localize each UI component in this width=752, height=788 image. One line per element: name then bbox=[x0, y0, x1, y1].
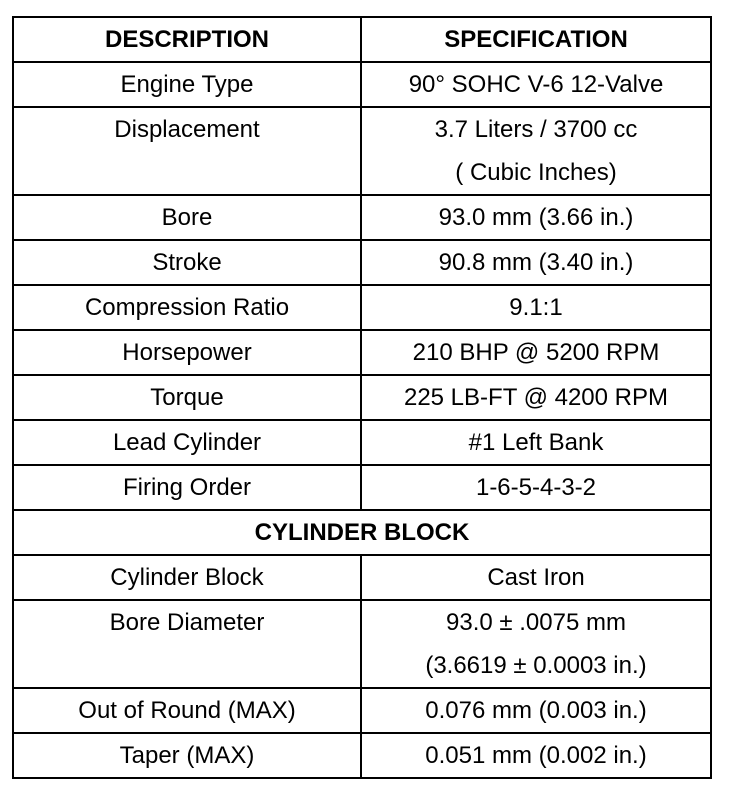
table-row bbox=[13, 240, 711, 285]
spec-line: 3.7 Liters / 3700 cc bbox=[434, 116, 638, 143]
spec-line: 93.0 mm (3.66 in.) bbox=[438, 204, 634, 231]
spec-line: Cast Iron bbox=[487, 564, 585, 591]
spec-line: 9.1:1 bbox=[509, 294, 563, 321]
row-spec bbox=[361, 107, 711, 195]
table-row bbox=[13, 688, 711, 733]
row-spec bbox=[361, 465, 711, 510]
spec-line: 225 LB-FT @ 4200 RPM bbox=[403, 384, 669, 411]
table-row bbox=[13, 107, 711, 195]
table-row bbox=[13, 420, 711, 465]
table-row bbox=[13, 62, 711, 107]
row-spec bbox=[361, 240, 711, 285]
row-spec bbox=[361, 420, 711, 465]
spec-line: 90.8 mm (3.40 in.) bbox=[438, 249, 634, 276]
row-spec bbox=[361, 195, 711, 240]
table-row bbox=[13, 733, 711, 778]
row-description: Cylinder Block bbox=[13, 555, 361, 600]
spec-line: 210 BHP @ 5200 RPM bbox=[412, 339, 660, 366]
row-spec bbox=[361, 733, 711, 778]
row-description: Stroke bbox=[13, 240, 361, 285]
table-row bbox=[13, 330, 711, 375]
row-spec bbox=[361, 285, 711, 330]
table-row bbox=[13, 285, 711, 330]
specification-header: SPECIFICATION bbox=[361, 17, 711, 62]
row-spec bbox=[361, 375, 711, 420]
table-row bbox=[13, 600, 711, 688]
table-row bbox=[13, 195, 711, 240]
row-description: Firing Order bbox=[13, 465, 361, 510]
spec-line: 93.0 ± .0075 mm bbox=[446, 609, 626, 636]
section-header-row bbox=[13, 510, 711, 555]
row-description: Bore Diameter bbox=[13, 600, 361, 688]
row-spec bbox=[361, 600, 711, 688]
row-description: Compression Ratio bbox=[13, 285, 361, 330]
row-description: Taper (MAX) bbox=[13, 733, 361, 778]
spec-line: #1 Left Bank bbox=[468, 429, 604, 456]
row-spec bbox=[361, 62, 711, 107]
row-spec bbox=[361, 330, 711, 375]
row-description: Lead Cylinder bbox=[13, 420, 361, 465]
row-description: Engine Type bbox=[13, 62, 361, 107]
engine-spec-table bbox=[12, 16, 712, 779]
spec-line: 0.051 mm (0.002 in.) bbox=[425, 742, 647, 769]
table-row bbox=[13, 465, 711, 510]
row-description: Out of Round (MAX) bbox=[13, 688, 361, 733]
spec-line: ( Cubic Inches) bbox=[455, 159, 617, 186]
spec-line: 90° SOHC V-6 12-Valve bbox=[408, 71, 664, 98]
row-spec bbox=[361, 688, 711, 733]
row-description: Displacement bbox=[13, 107, 361, 195]
table-row bbox=[13, 555, 711, 600]
cylinder-block-section-title: CYLINDER BLOCK bbox=[13, 510, 711, 555]
spec-line: 1-6-5-4-3-2 bbox=[475, 474, 597, 501]
row-description: Horsepower bbox=[13, 330, 361, 375]
table-header-row bbox=[13, 17, 711, 62]
description-header: DESCRIPTION bbox=[13, 17, 361, 62]
row-description: Bore bbox=[13, 195, 361, 240]
spec-line: (3.6619 ± 0.0003 in.) bbox=[425, 652, 647, 679]
row-spec bbox=[361, 555, 711, 600]
table-row bbox=[13, 375, 711, 420]
row-description: Torque bbox=[13, 375, 361, 420]
spec-line: 0.076 mm (0.003 in.) bbox=[425, 697, 647, 724]
